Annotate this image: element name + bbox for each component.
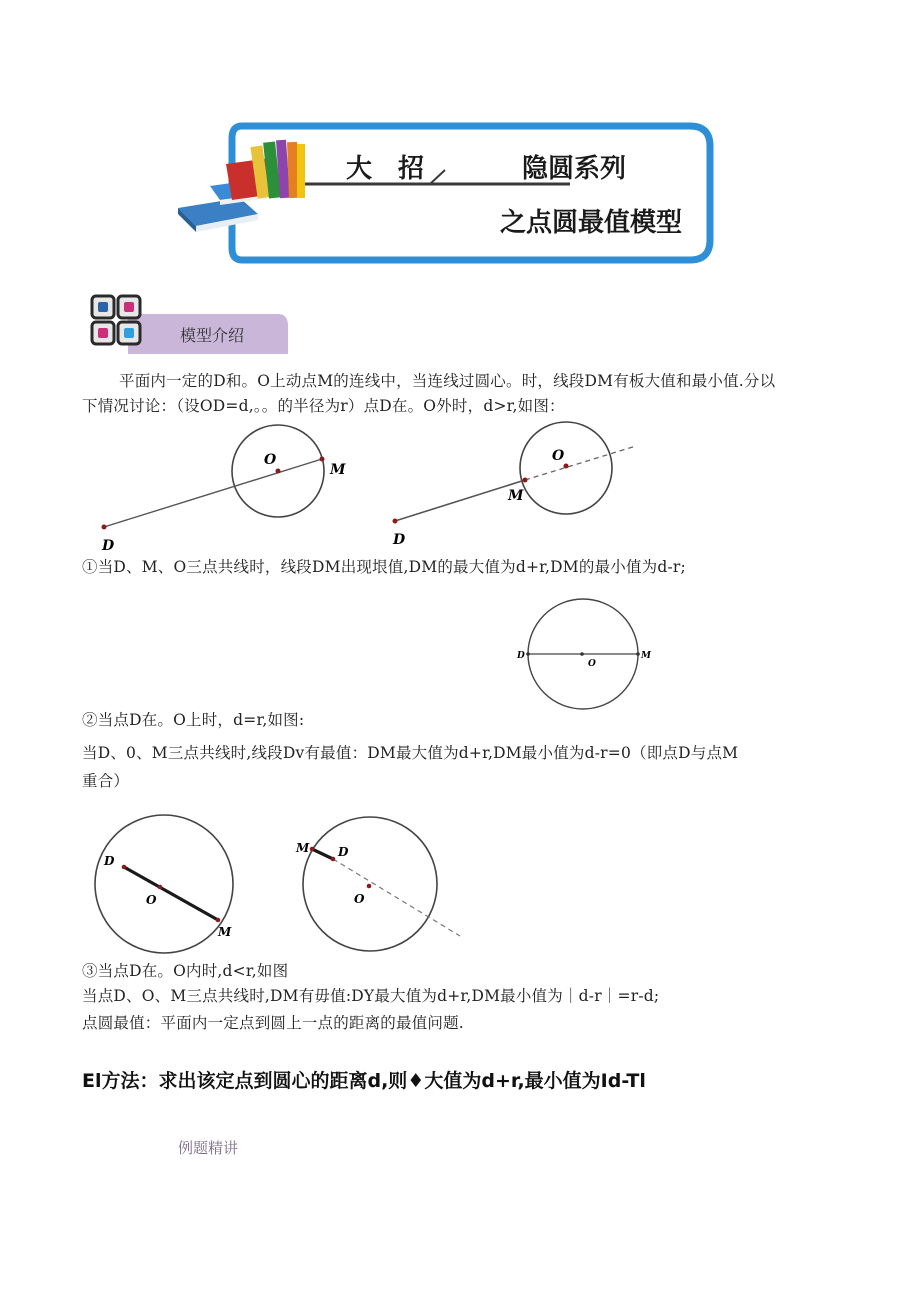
- fig3-label-d: D: [517, 651, 525, 661]
- fig3-point-d: [526, 652, 530, 656]
- method-text: El方法：求出该定点到圆心的距离d,则♦大值为d+r,最小值为Id-Tl: [82, 1070, 646, 1092]
- fig5-label-d: D: [338, 845, 349, 859]
- fig3-label-m: M: [641, 651, 651, 661]
- fig4-label-d: D: [104, 854, 115, 868]
- figure-1: [101, 425, 346, 554]
- section-label: 模型介绍: [180, 326, 245, 345]
- intro-line-1: 平面内一定的D和。O上动点M的连线中，当连线过圆心。时，线段DM有板大值和最小值.分以: [119, 372, 776, 390]
- fig1-point-d: [102, 525, 107, 530]
- fig3-point-o: [580, 652, 584, 656]
- fig5-segment: [312, 849, 333, 859]
- fig2-extension: [525, 446, 636, 480]
- banner-title-right-1: 隐圆系列: [522, 154, 627, 184]
- fig3-point-m: [636, 652, 640, 656]
- fig5-label-o: O: [354, 892, 365, 906]
- fig5-point-m: [310, 847, 315, 852]
- fig1-label-o: O: [264, 452, 277, 468]
- example-heading: 例题精讲: [178, 1139, 239, 1157]
- fig1-point-m: [320, 457, 325, 462]
- case3-line-1: ③当点D在。O内时,d<r,如图: [82, 962, 289, 980]
- fig2-label-m: M: [508, 488, 524, 504]
- fig4-point-m: [216, 918, 221, 923]
- fig5-label-m: M: [296, 841, 310, 855]
- blocks-icon: [90, 294, 154, 354]
- figure-3: [510, 598, 670, 710]
- fig5-point-o: [367, 884, 372, 889]
- figure-d-outside: [90, 418, 650, 558]
- fig4-point-o: [158, 885, 163, 890]
- section-header: [88, 292, 298, 356]
- fig4-point-d: [122, 865, 127, 870]
- case3-line-2: 当点D、O、M三点共线时,DM有毋值:DY最大值为d+r,DM最小值为｜d-r｜=r-d;: [82, 987, 660, 1005]
- fig4-label-m: M: [218, 925, 232, 939]
- figure-5: [295, 817, 460, 951]
- case2-line-2: 当D、0、M三点共线时,线段Dv有最值：DM最大值为d+r,DM最小值为d-r=0（即点D与点M: [82, 744, 739, 762]
- fig2-segment: [395, 480, 525, 521]
- header-banner: [170, 118, 720, 266]
- fig4-label-o: O: [146, 893, 157, 907]
- fig2-label-o: O: [552, 448, 565, 464]
- fig1-segment: [104, 459, 322, 527]
- case3-line-3: 点圆最值：平面内一定点到圆上一点的距离的最值问题.: [82, 1014, 464, 1032]
- case1-text: ①当D、M、O三点共线时，线段DM出现垠值,DM的最大值为d+r,DM的最小值为d-r;: [82, 558, 686, 576]
- fig2-label-d: D: [393, 532, 406, 548]
- fig2-point-o: [564, 464, 569, 469]
- fig2-point-d: [393, 519, 398, 524]
- fig5-point-d: [331, 857, 336, 862]
- fig3-label-o: O: [588, 659, 596, 669]
- figure-4: [95, 815, 233, 953]
- fig5-extension: [333, 859, 460, 936]
- intro-line-2: 下情况讨论：（设OD=d,。。的半径为r）点D在。O外时，d>r,如图：: [82, 397, 565, 415]
- banner-title-right-2: 之点圆最值模型: [500, 208, 683, 238]
- fig1-point-o: [276, 469, 281, 474]
- banner-title-left: 大 招: [346, 154, 425, 184]
- figure-d-inside: [88, 812, 468, 962]
- fig4-segment: [124, 867, 218, 920]
- fig1-label-d: D: [102, 538, 115, 554]
- fig4-circle: [95, 815, 233, 953]
- books-icon: [170, 128, 310, 238]
- fig1-label-m: M: [330, 462, 346, 478]
- case2-line-1: ②当点D在。O上时，d=r,如图:: [82, 711, 305, 729]
- figure-2: [392, 422, 636, 548]
- case2-line-3: 重合）: [82, 772, 130, 790]
- fig2-point-m: [523, 478, 528, 483]
